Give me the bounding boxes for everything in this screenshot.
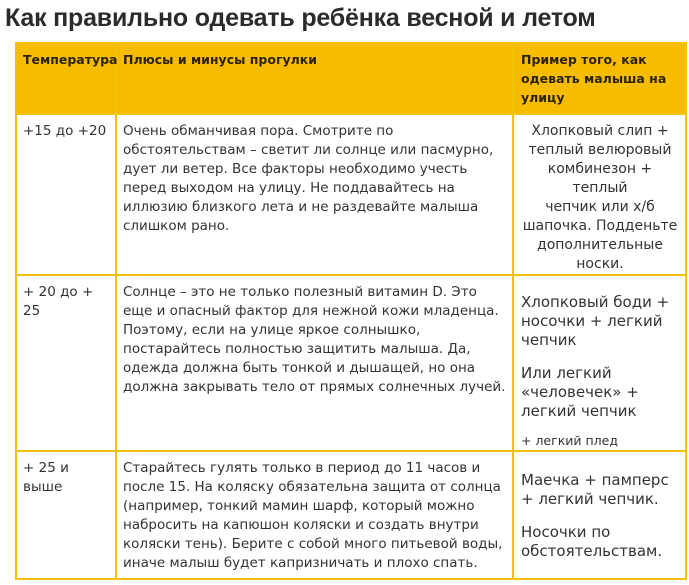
- row1-example-line: шапочка. Подденьте: [522, 218, 678, 234]
- row1-example-line: Хлопковый слип +: [531, 123, 669, 139]
- row3-example-option1: Маечка + памперс + легкий чепчик.: [521, 471, 669, 508]
- row1-example-line: теплый велюровый: [528, 142, 672, 158]
- header-temperature: Температура: [16, 43, 116, 114]
- header-example: Пример того, как одевать малыша на улицу: [513, 43, 686, 114]
- row2-example-option2: Или легкий «человечек» + легкий чепчик: [521, 364, 639, 420]
- row3-example: [513, 451, 686, 579]
- row1-example-line: комбинезон + теплый: [547, 161, 653, 196]
- row1-description: Очень обманчивая пора. Смотрите по обстоятельствам – светит ли солнце или пасмурно, дует ли ветер. Все факторы необходимо учесть перед выходом на улицу. Не поддавайтесь на иллюзию близкого лета и не раздевайте малыша слишком рано.: [116, 114, 513, 275]
- row3-example-option2: Носочки по обстоятельствам.: [521, 523, 663, 560]
- row2-description: Солнце – это не только полезный витамин D. Это еще и опасный фактор для нежной кожи младенца. Поэтому, если на улице яркое солнышко, постарайтесь полностью защитить малыша. Да, одежда должна быть тонкой и дышащей, но она должна закрывать тело от прямых солнечных лучей.: [116, 275, 513, 451]
- page-title: Как правильно одевать ребёнка весной и летом: [5, 4, 596, 32]
- row1-example-line: чепчик или х/б: [545, 199, 655, 215]
- table-header-row: [16, 43, 686, 114]
- table-row: [16, 451, 686, 579]
- row1-example-line: дополнительные: [537, 237, 663, 253]
- table-row: [16, 275, 686, 451]
- row1-temperature: +15 до +20: [16, 114, 116, 275]
- row2-temperature: + 20 до + 25: [16, 275, 116, 451]
- row2-example-note: + легкий плед: [521, 433, 618, 448]
- row3-temperature: + 25 и выше: [16, 451, 116, 579]
- row1-example: [513, 114, 686, 275]
- clothing-table: [15, 42, 687, 580]
- row2-example: [513, 275, 686, 451]
- row2-example-option1: Хлопковый боди + носочки + легкий чепчик: [521, 293, 670, 349]
- table-row: [16, 114, 686, 275]
- header-pros-cons: Плюсы и минусы прогулки: [116, 43, 513, 114]
- row1-example-line: носки.: [576, 256, 624, 272]
- row3-description: Старайтесь гулять только в период до 11 часов и после 15. На коляску обязательна защита от солнца (например, тонкий мамин шарф, который можно набросить на капюшон коляски и создать внутри коляски тень). Берите с собой много питьевой воды, иначе малыш будет капризничать и плохо спать.: [116, 451, 513, 579]
